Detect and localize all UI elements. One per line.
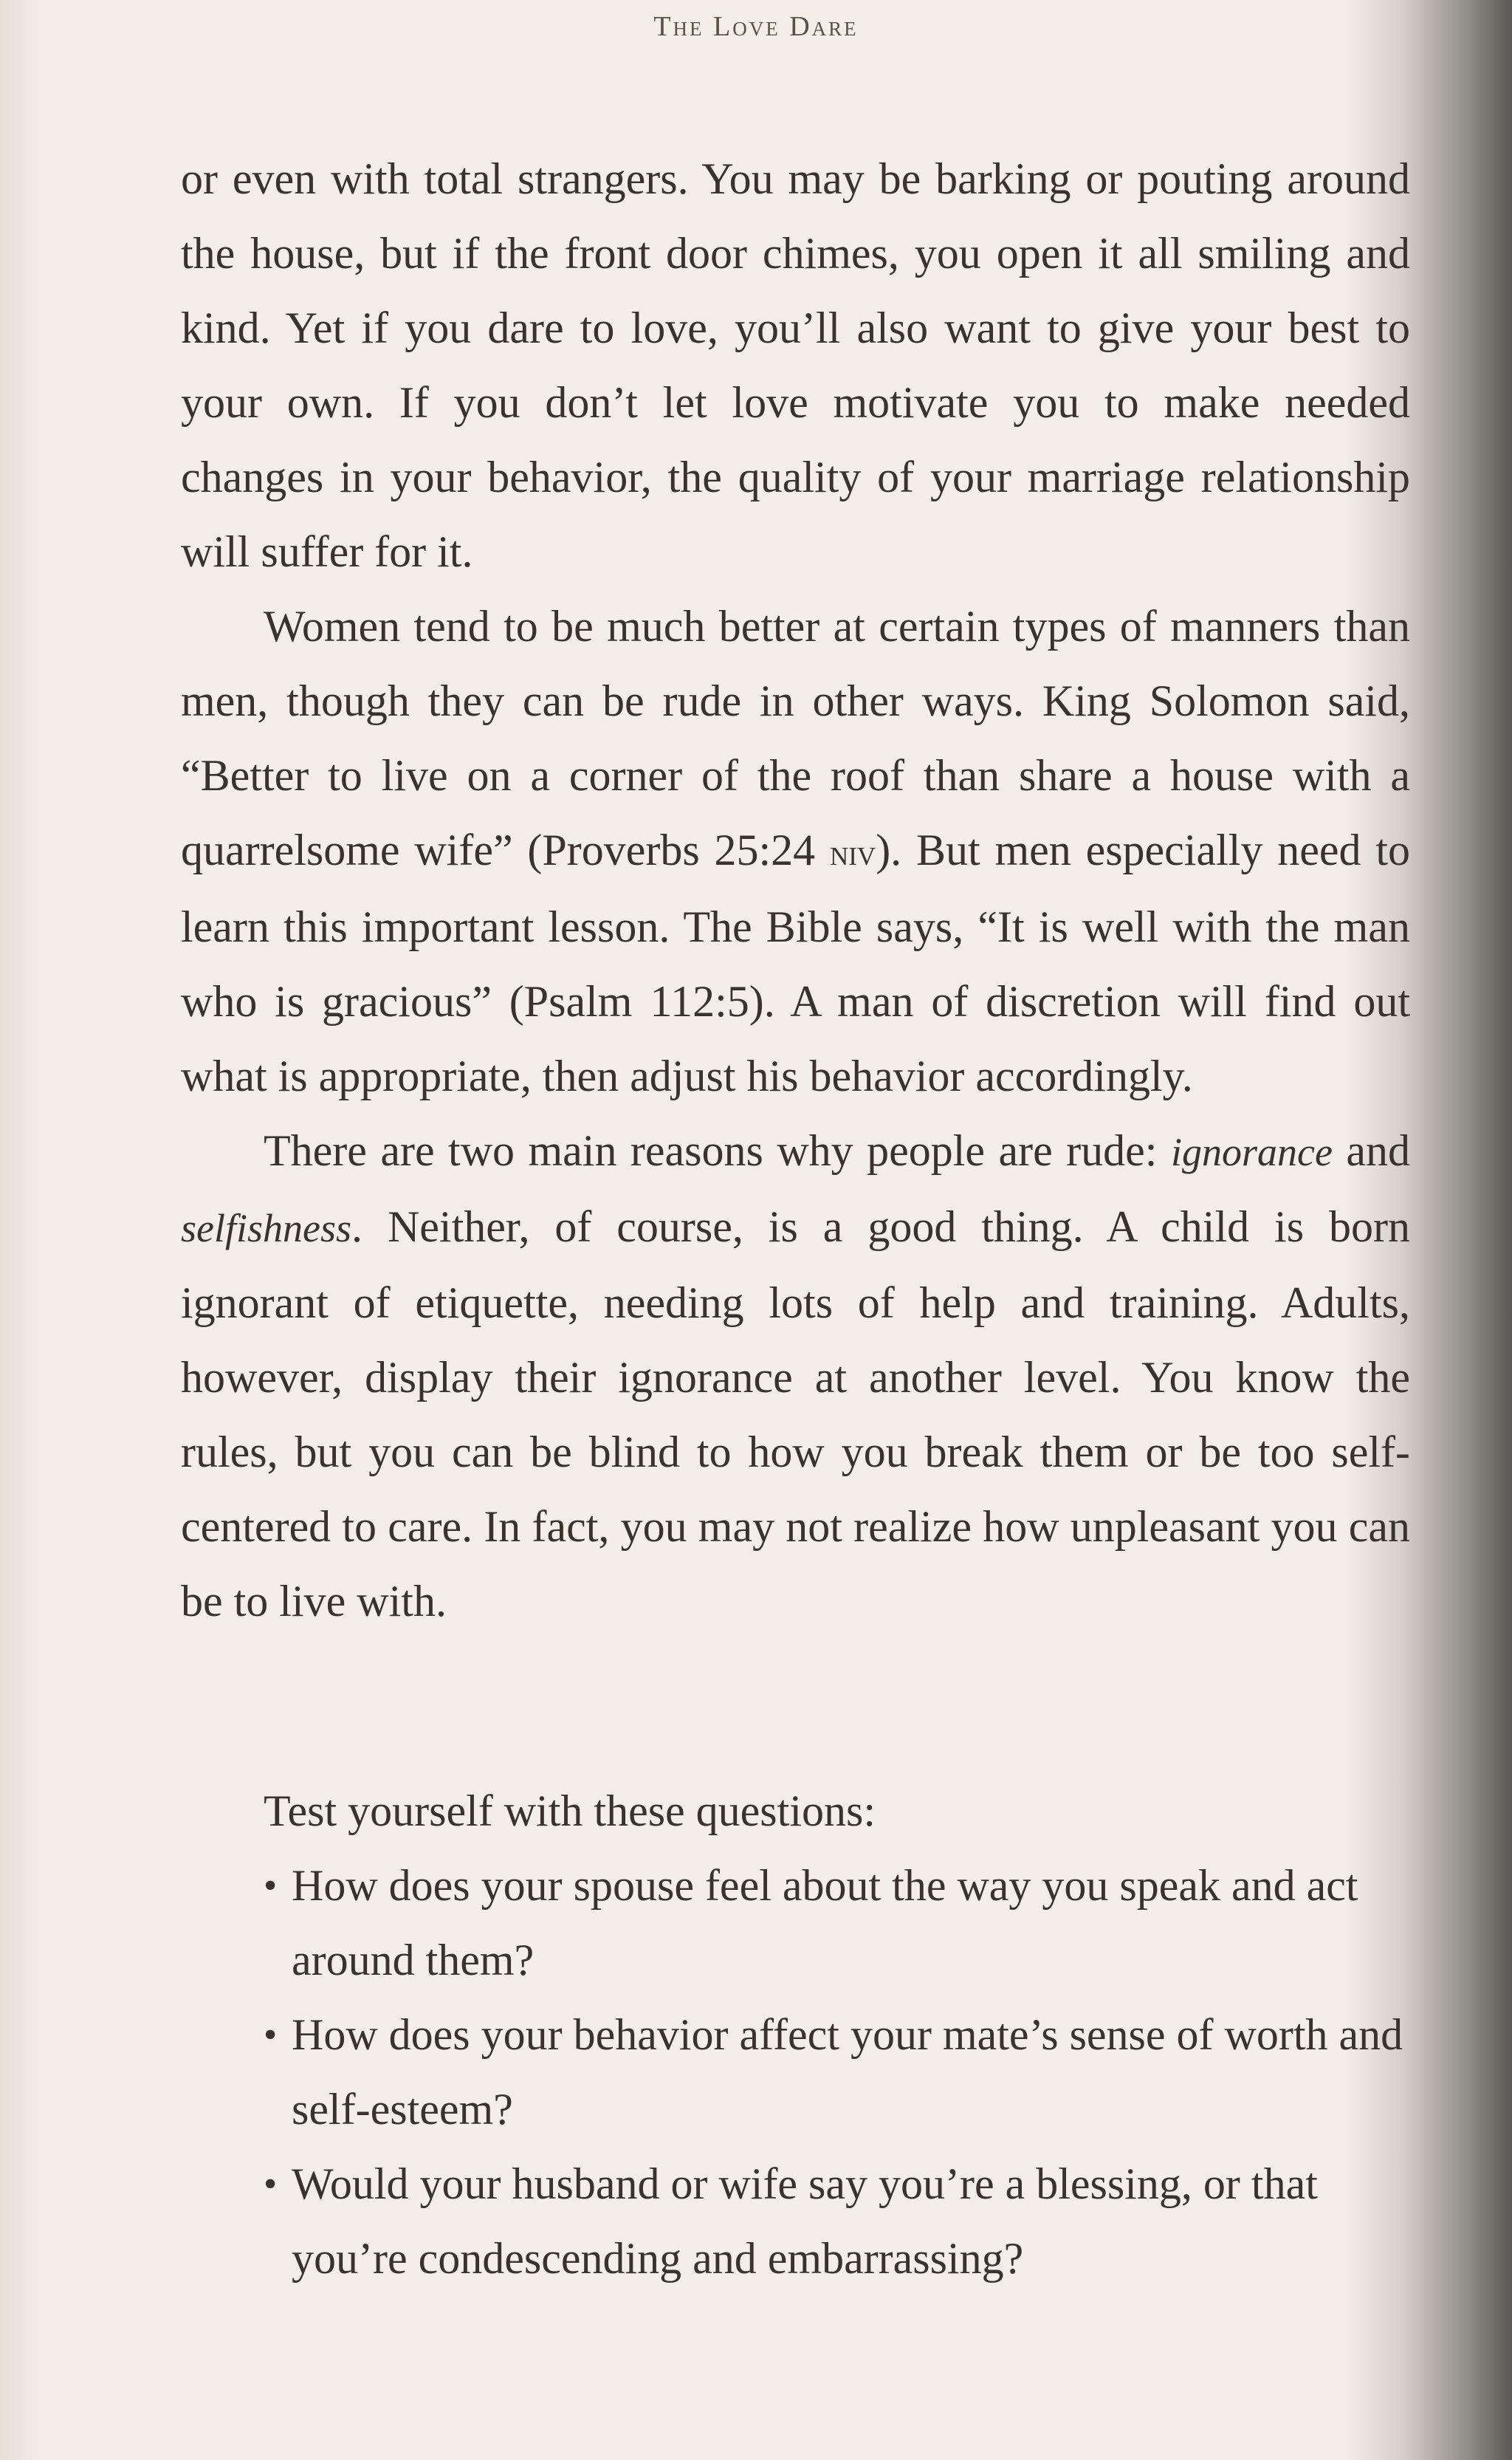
paragraph-segment: or even with total strangers. You may be barking or pouting around the house, but if the front door chimes, you open it all smiling and kind. Yet if you dare to love, you’ll also want to give your best to your own. If you don’t let love motivate you to make needed changes in your behavior, the quality of your marriage relationship will suffer for it. — [181, 154, 1410, 576]
paragraph-segment: Women tend to be much better at certain types of manners than men, though they can be rude in other ways. King Solomon said, “Better to live on a corner of the roof than share a house with a quarrelsome wife” (Proverbs 25:24 — [181, 602, 1410, 874]
paragraph-2 — [181, 589, 1410, 1114]
question-text: How does your behavior affect your mate’s sense of worth and self-esteem? — [292, 2010, 1403, 2134]
paragraph-1 — [181, 142, 1410, 589]
question-list — [264, 1849, 1415, 2296]
question-text: How does your spouse feel about the way you speak and act around them? — [292, 1861, 1358, 1984]
running-head: The Love Dare — [653, 11, 859, 42]
emphasis-ignorance: ignorance — [1170, 1130, 1333, 1174]
question-item — [264, 1849, 1415, 1998]
bullet-icon: • — [264, 2014, 278, 2056]
paragraph-3 — [181, 1114, 1410, 1639]
question-list-section — [264, 1774, 1415, 2296]
emphasis-selfishness: selfishness — [181, 1206, 352, 1250]
bullet-icon: • — [264, 1865, 278, 1907]
question-intro: Test yourself with these questions: — [264, 1786, 876, 1835]
paragraph-segment: . Neither, of course, is a good thing. A child is born ignorant of etiquette, needing lots of help and training. Adults, however, display their ignorance at another level. You know the rules, but you can be blind to how you break them or be too self-centered to care. In fact, you may not realize how unpleasant you can be to live with. — [181, 1202, 1410, 1625]
paragraph-segment: There are two main reasons why people are rude: — [264, 1126, 1171, 1175]
question-item — [264, 2147, 1415, 2296]
paragraph-segment: ). But men especially need to learn this important lesson. The Bible says, “It is well with the man who is gracious” (Psalm 112:5). A man of discretion will find out what is appropriate, then adjust his behavior accordingly. — [181, 826, 1410, 1100]
question-text: Would your husband or wife say you’re a blessing, or that you’re condescending and embarrassing? — [292, 2159, 1318, 2283]
body-text — [181, 142, 1410, 1639]
paragraph-segment: and — [1332, 1126, 1410, 1175]
question-item — [264, 1998, 1415, 2147]
bullet-icon: • — [264, 2163, 278, 2205]
version-abbreviation: niv — [829, 832, 876, 873]
